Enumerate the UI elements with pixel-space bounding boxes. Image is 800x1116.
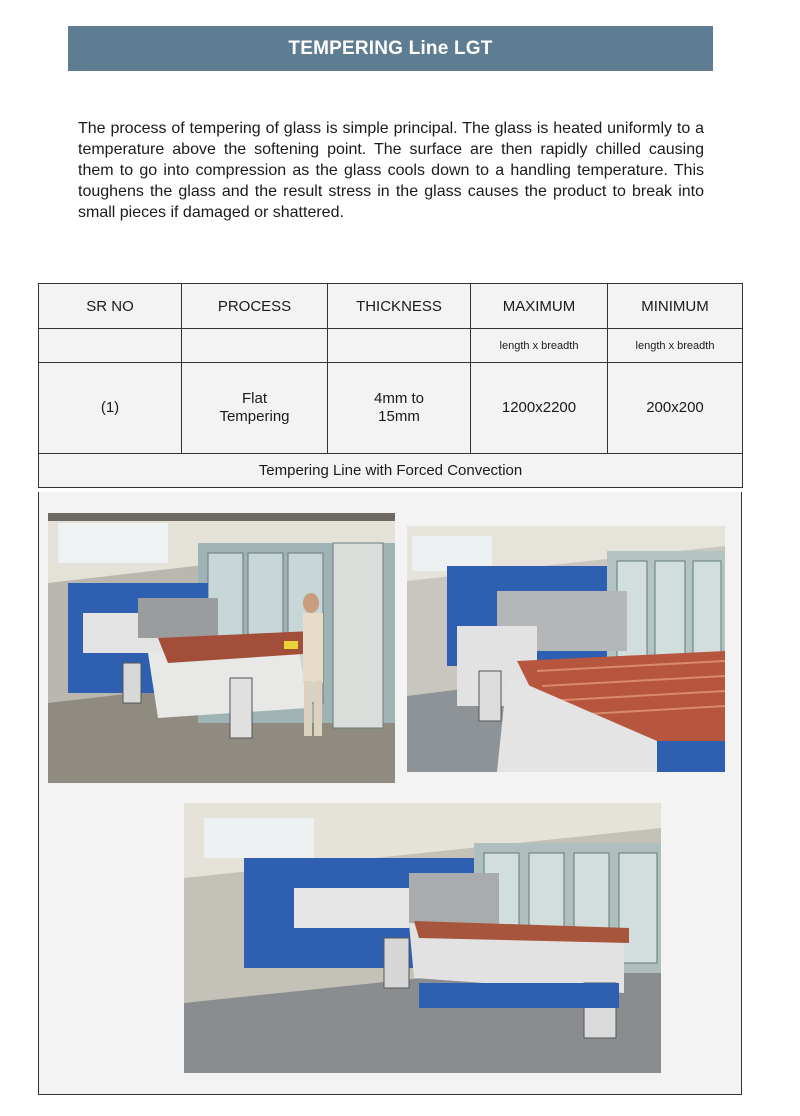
cell-maximum: 1200x2200 bbox=[471, 363, 608, 454]
subheader-maximum: length x breadth bbox=[471, 329, 608, 363]
subheader-thickness bbox=[328, 329, 471, 363]
cell-thickness-line2: 15mm bbox=[378, 408, 420, 425]
table-header-row bbox=[39, 284, 743, 329]
cell-thickness bbox=[328, 363, 471, 454]
tempering-line-photo-1 bbox=[48, 513, 395, 783]
header-sr-no: SR NO bbox=[39, 284, 182, 329]
cell-sr-no: (1) bbox=[39, 363, 182, 454]
subheader-process bbox=[182, 329, 328, 363]
header-process: PROCESS bbox=[182, 284, 328, 329]
header-minimum: MINIMUM bbox=[608, 284, 743, 329]
header-thickness: THICKNESS bbox=[328, 284, 471, 329]
subheader-sr-no bbox=[39, 329, 182, 363]
table-caption-row bbox=[39, 454, 743, 488]
cell-process-line1: Flat bbox=[241, 390, 267, 407]
cell-minimum: 200x200 bbox=[608, 363, 743, 454]
spec-table bbox=[38, 283, 743, 488]
page-title: TEMPERING Line LGT bbox=[68, 26, 713, 71]
table-row bbox=[39, 363, 743, 454]
cell-thickness-line1: 4mm to bbox=[373, 390, 424, 407]
table-subheader-row bbox=[39, 329, 743, 363]
tempering-line-photo-2 bbox=[407, 526, 725, 772]
header-maximum: MAXIMUM bbox=[471, 284, 608, 329]
cell-process bbox=[182, 363, 328, 454]
photo-caption: Tempering Line with Forced Convection bbox=[39, 454, 743, 488]
subheader-minimum: length x breadth bbox=[608, 329, 743, 363]
intro-paragraph: The process of tempering of glass is simple principal. The glass is heated uniformly to a temperature above the softening point. The surface are then rapidly chilled causing them to go into compression as the glass cools down to a handling temperature. This toughens the glass and the result stress in the glass causes the product to break into small pieces if damaged or shattered. bbox=[78, 120, 704, 221]
tempering-line-photo-3 bbox=[184, 803, 661, 1073]
cell-process-line2: Tempering bbox=[219, 408, 290, 425]
